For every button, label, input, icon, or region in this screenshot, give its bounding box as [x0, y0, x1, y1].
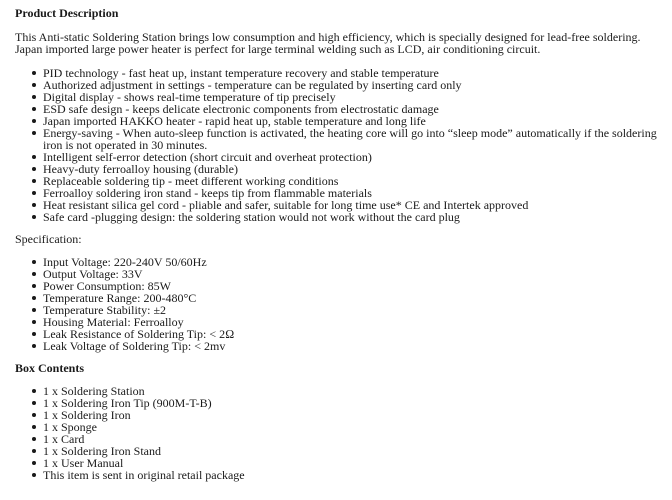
list-item: 1 x Soldering Iron — [15, 409, 665, 421]
list-item: PID technology - fast heat up, instant temperature recovery and stable temperature — [15, 67, 665, 79]
specification-list — [15, 256, 665, 352]
list-item: Ferroalloy soldering iron stand - keeps tip from flammable materials — [15, 187, 665, 199]
list-item: 1 x Soldering Station — [15, 385, 665, 397]
box-contents-heading: Box Contents — [15, 361, 85, 375]
list-item: 1 x Card — [15, 433, 665, 445]
box-contents-list — [15, 385, 665, 481]
list-item: Leak Voltage of Soldering Tip: < 2mv — [15, 340, 665, 352]
features-list — [15, 67, 665, 223]
list-item: Energy-saving - When auto-sleep function is activated, the heating core will go into “sleep mode” automatically if the soldering iron is not operated in 30 minutes. — [15, 127, 665, 151]
list-item: Heat resistant silica gel cord - pliable and safer, suitable for long time use* CE and Intertek approved — [15, 199, 665, 211]
list-item: Japan imported HAKKO heater - rapid heat up, stable temperature and long life — [15, 115, 665, 127]
list-item: Power Consumption: 85W — [15, 280, 665, 292]
list-item: Heavy-duty ferroalloy housing (durable) — [15, 163, 665, 175]
list-item: Digital display - shows real-time temperature of tip precisely — [15, 91, 665, 103]
list-item: Housing Material: Ferroalloy — [15, 316, 665, 328]
list-item: Replaceable soldering tip - meet different working conditions — [15, 175, 665, 187]
list-item: Intelligent self-error detection (short circuit and overheat protection) — [15, 151, 665, 163]
list-item: Temperature Range: 200-480°C — [15, 292, 665, 304]
list-item: 1 x User Manual — [15, 457, 665, 469]
list-item: Input Voltage: 220-240V 50/60Hz — [15, 256, 665, 268]
specification-heading: Specification: — [15, 232, 82, 246]
list-item: Leak Resistance of Soldering Tip: < 2Ω — [15, 328, 665, 340]
list-item: Authorized adjustment in settings - temperature can be regulated by inserting card only — [15, 79, 665, 91]
list-item: 1 x Soldering Iron Tip (900M-T-B) — [15, 397, 665, 409]
product-intro-paragraph: This Anti-static Soldering Station brings low consumption and high efficiency, which is specially designed for lead-free soldering. Japan imported large power heater is perfect for large terminal welding such as LCD, air conditioning circuit. — [15, 30, 641, 56]
list-item: ESD safe design - keeps delicate electronic components from electrostatic damage — [15, 103, 665, 115]
list-item: 1 x Sponge — [15, 421, 665, 433]
list-item: This item is sent in original retail package — [15, 469, 665, 481]
list-item: 1 x Soldering Iron Stand — [15, 445, 665, 457]
list-item: Output Voltage: 33V — [15, 268, 665, 280]
product-description-heading: Product Description — [15, 6, 119, 20]
list-item: Temperature Stability: ±2 — [15, 304, 665, 316]
list-item: Safe card -plugging design: the soldering station would not work without the card plug — [15, 211, 665, 223]
